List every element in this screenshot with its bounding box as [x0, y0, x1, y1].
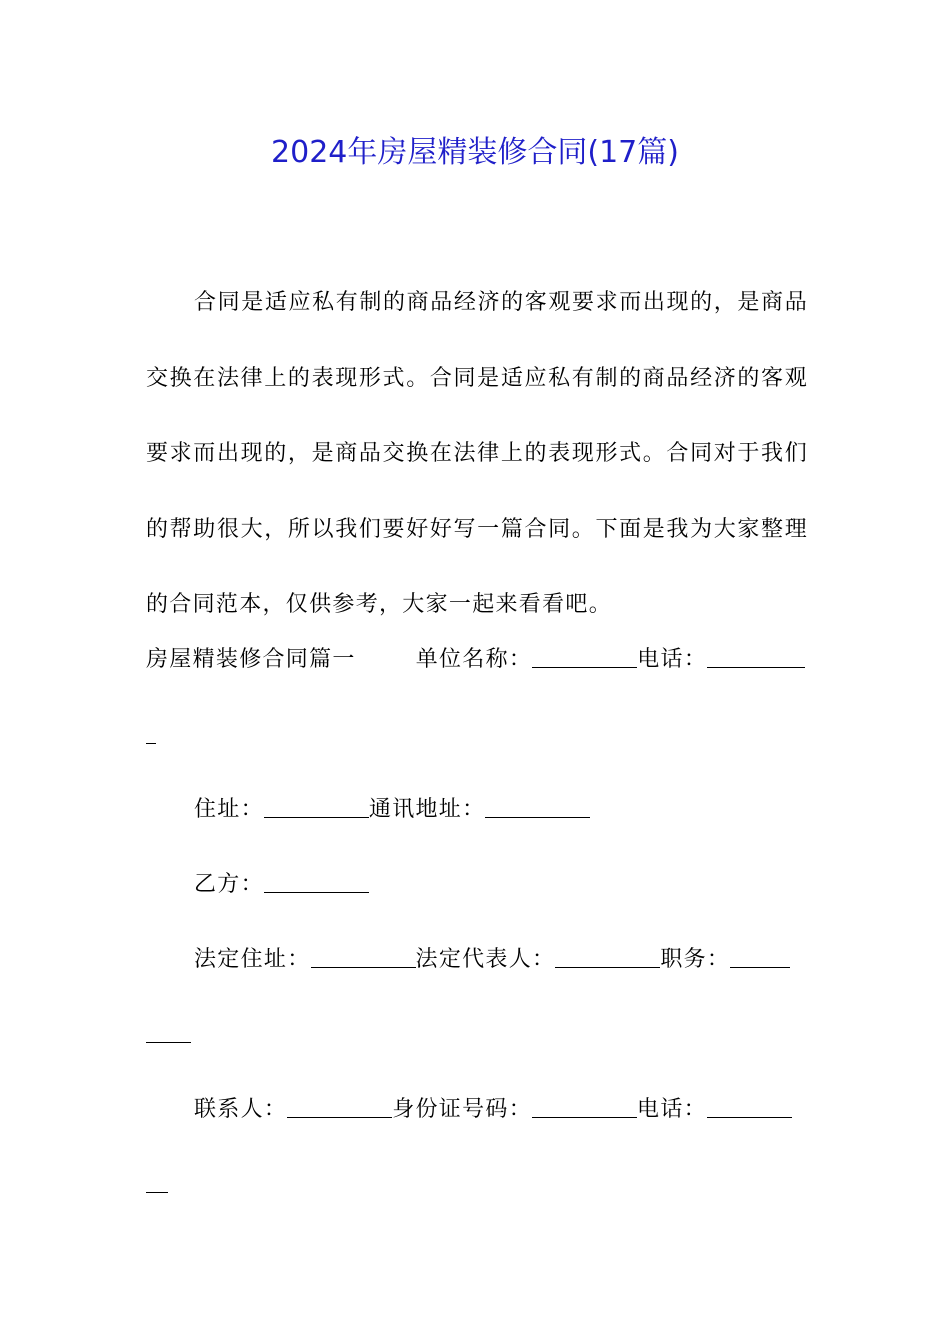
field-line-address — [194, 795, 590, 825]
phone2-blank-continued — [146, 1170, 168, 1193]
field-line-legal-wrap — [146, 1020, 191, 1050]
field-line-legal — [194, 945, 790, 975]
id-number-label: 身份证号码： — [392, 1097, 533, 1122]
unit-name-label: 单位名称： — [415, 647, 533, 672]
mailing-address-label: 通讯地址： — [368, 797, 486, 822]
document-title: 2024年房屋精装修合同(17篇) — [271, 135, 679, 170]
intro-paragraph: 合同是适应私有制的商品经济的客观要求而出现的，是商品交换在法律上的表现形式。合同是适应私有制的商品经济的客观要求而出现的，是商品交换在法律上的表现形式。合同对于我们的帮助很大，所以我们要好好写一篇合同。下面是我为大家整理的合同范本，仅供参考，大家一起来看看吧。 — [146, 290, 808, 617]
position-blank — [730, 945, 790, 968]
position-label: 职务： — [660, 947, 731, 972]
unit-name-blank — [532, 645, 637, 668]
legal-address-blank — [311, 945, 416, 968]
field-line-contact — [194, 1095, 792, 1125]
party-b-label: 乙方： — [194, 872, 264, 897]
phone2-label: 电话： — [637, 1097, 707, 1122]
legal-address-label: 法定住址： — [194, 947, 311, 972]
field-line-unit — [146, 645, 805, 675]
party-b-blank — [264, 870, 369, 893]
mailing-address-blank — [485, 795, 590, 818]
contact-label: 联系人： — [194, 1097, 288, 1122]
id-number-blank — [532, 1095, 637, 1118]
phone-blank — [707, 645, 805, 668]
field-line-party-b — [194, 870, 369, 900]
contact-blank — [287, 1095, 392, 1118]
position-blank-continued — [146, 1020, 191, 1043]
address-blank — [264, 795, 369, 818]
field-line-unit-wrap — [146, 721, 156, 751]
section-heading: 房屋精装修合同篇一 — [146, 647, 356, 672]
phone-label: 电话： — [637, 647, 708, 672]
phone2-blank — [707, 1095, 792, 1118]
address-label: 住址： — [194, 797, 264, 822]
phone-blank-continued — [146, 721, 156, 744]
legal-rep-label: 法定代表人： — [415, 947, 556, 972]
legal-rep-blank — [555, 945, 660, 968]
field-line-contact-wrap — [146, 1170, 168, 1200]
